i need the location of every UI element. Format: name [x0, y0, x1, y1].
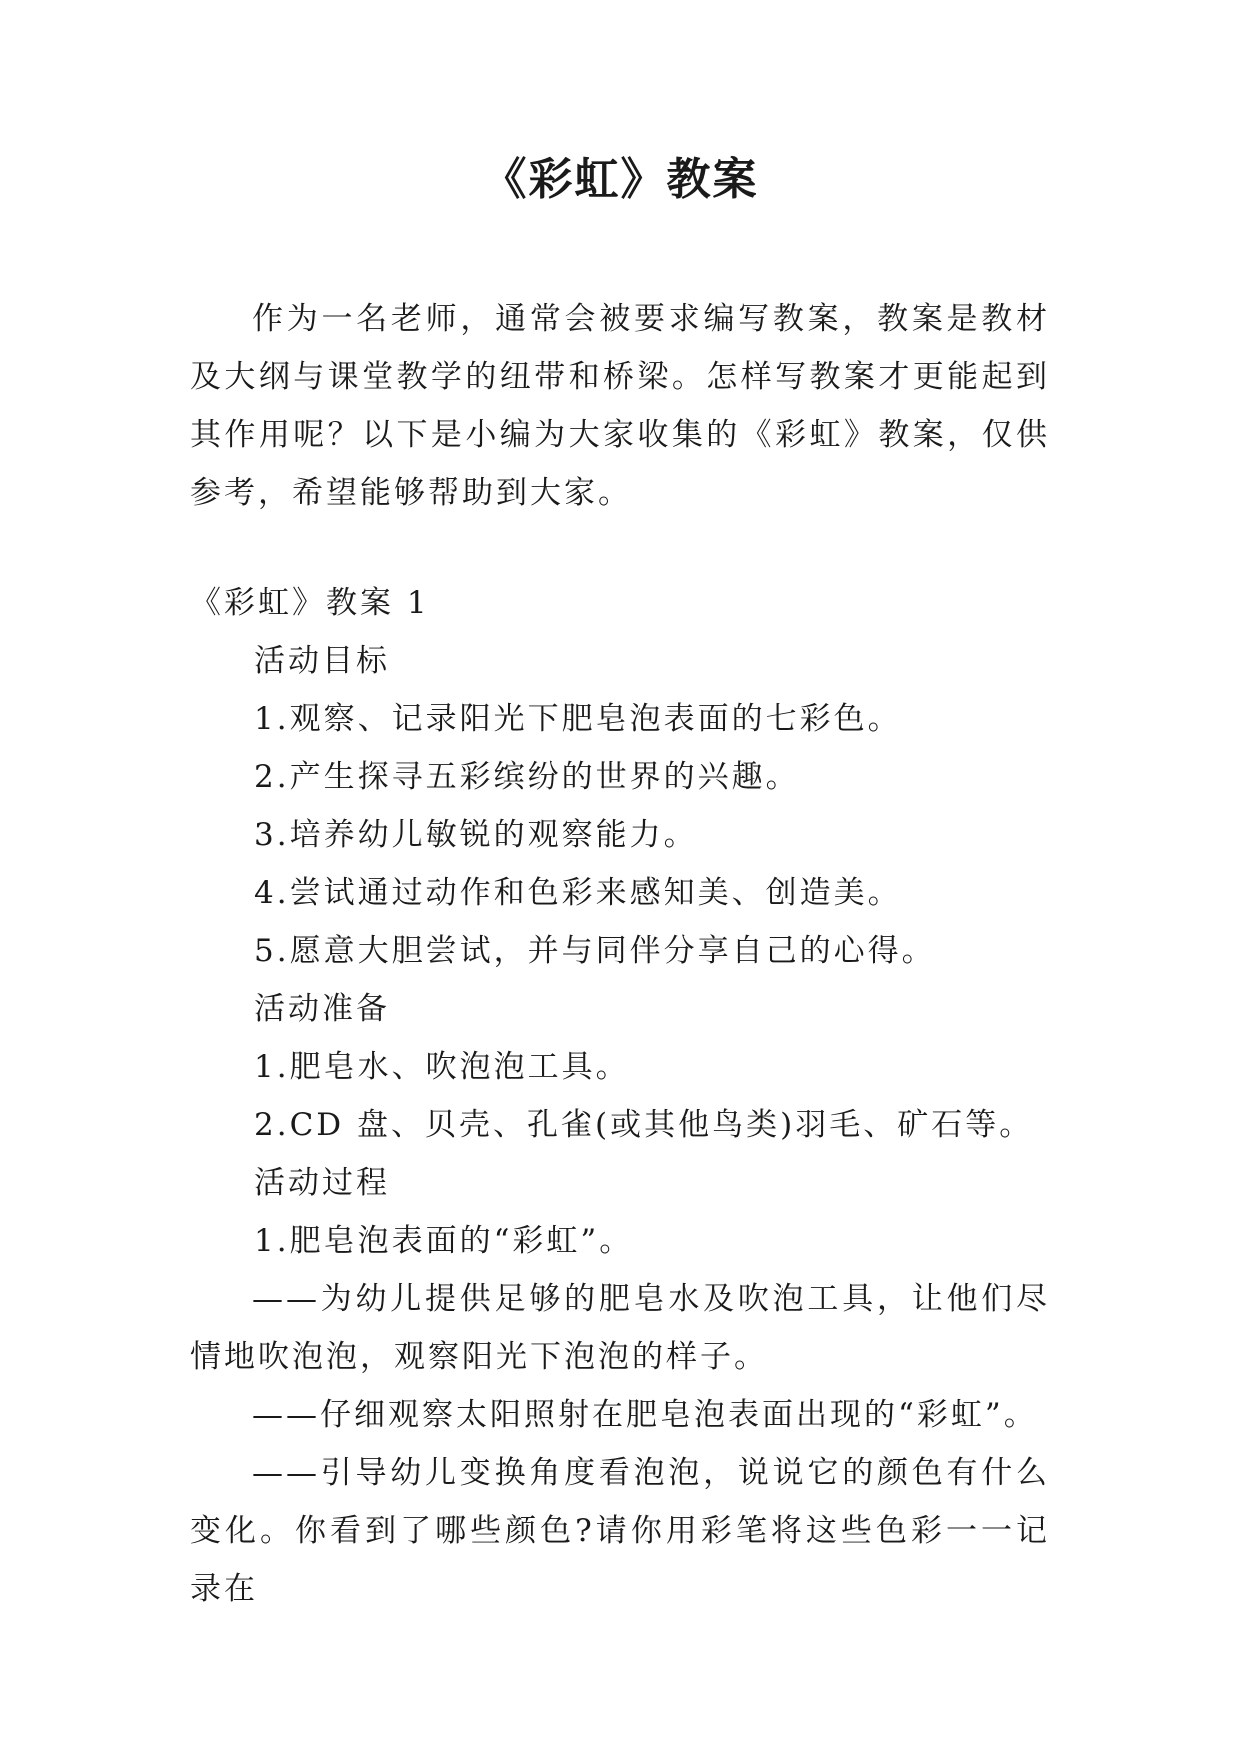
- prep-heading: 活动准备: [254, 991, 390, 1027]
- paragraph-gap: [190, 522, 1050, 574]
- process-heading: 活动过程: [254, 1165, 390, 1201]
- intro-paragraph: 作为一名老师，通常会被要求编写教案，教案是教材及大纲与课堂教学的纽带和桥梁。怎样写教案才更能起到其作用呢？以下是小编为大家收集的《彩虹》教案，仅供参考，希望能够帮助到大家。: [190, 301, 1050, 511]
- goal-item: 3.培养幼儿敏锐的观察能力。: [254, 817, 698, 853]
- document-body: [190, 290, 1050, 1618]
- process-step: 1.肥皂泡表面的“彩虹”。: [254, 1223, 634, 1259]
- goal-item: 2.产生探寻五彩缤纷的世界的兴趣。: [254, 759, 800, 795]
- goal-item: 5.愿意大胆尝试，并与同伴分享自己的心得。: [254, 933, 936, 969]
- section-heading: 《彩虹》教案 1: [190, 585, 430, 621]
- goal-item: 4.尝试通过动作和色彩来感知美、创造美。: [254, 875, 902, 911]
- prep-item: 1.肥皂水、吹泡泡工具。: [254, 1049, 630, 1085]
- goal-item: 1.观察、记录阳光下肥皂泡表面的七彩色。: [254, 701, 902, 737]
- process-paragraph: ——为幼儿提供足够的肥皂水及吹泡工具，让他们尽情地吹泡泡，观察阳光下泡泡的样子。: [190, 1281, 1050, 1375]
- document-title: 《彩虹》教案: [482, 154, 759, 205]
- prep-item: 2.CD 盘、贝壳、孔雀(或其他鸟类)羽毛、矿石等。: [254, 1107, 1034, 1143]
- process-paragraph: ——仔细观察太阳照射在肥皂泡表面出现的“彩虹”。: [252, 1397, 1038, 1433]
- process-paragraph: ——引导幼儿变换角度看泡泡，说说它的颜色有什么变化。你看到了哪些颜色?请你用彩笔将这些色彩一一记录在: [190, 1455, 1050, 1607]
- goals-heading: 活动目标: [254, 643, 390, 679]
